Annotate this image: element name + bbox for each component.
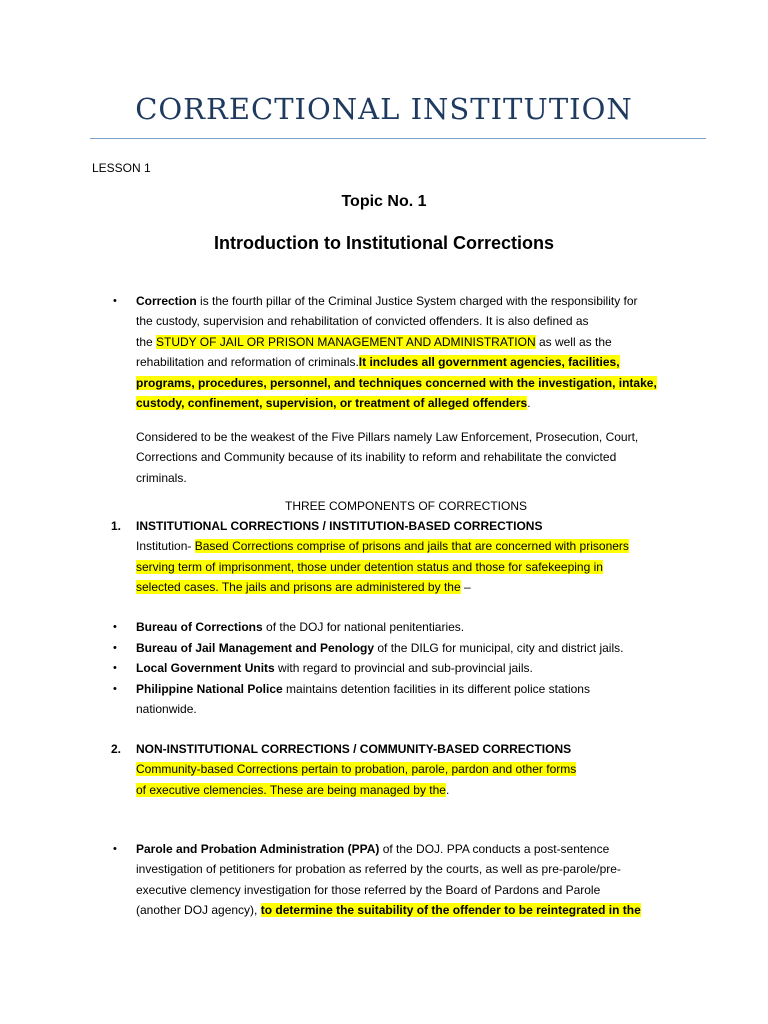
highlight: custody, confinement, supervision, or treatment of alleged offenders bbox=[136, 396, 528, 411]
bullet-icon: • bbox=[113, 295, 117, 307]
components-heading: THREE COMPONENTS OF CORRECTIONS bbox=[284, 499, 527, 513]
weakest-pillar-paragraph: Considered to be the weakest of the Five Pillars namely Law Enforcement, Prosecution, Court, Corrections and Community because of its inability to reform and rehabilitate the convicted criminals. bbox=[136, 430, 639, 485]
correction-paragraph: Correction is the fourth pillar of the Criminal Justice System charged with the responsibility for the custody, supervision and rehabilitation of convicted offenders. It is also defined as the STUDY OF JAIL OR PRISON MANAGEMENT AND ADMINISTRATION as well as the rehabilitation and reformation of criminals.It includes all government agencies, facilities, programs, procedures, personnel, and techniques concerned with the investigation, intake, custody, confinement, supervision, or treatment of alleged offenders. bbox=[136, 294, 657, 411]
correction-term: Correction bbox=[136, 294, 197, 308]
section-heading: NON-INSTITUTIONAL CORRECTIONS / COMMUNITY-BASED CORRECTIONS bbox=[136, 742, 572, 756]
document-title: CORRECTIONAL INSTITUTION bbox=[135, 92, 633, 126]
bullet-icon: • bbox=[113, 642, 117, 654]
bullet-icon: • bbox=[113, 843, 117, 855]
intro-heading: Introduction to Institutional Corrections bbox=[214, 233, 554, 253]
section-heading: INSTITUTIONAL CORRECTIONS / INSTITUTION-BASED CORRECTIONS bbox=[136, 519, 543, 533]
bullet-icon: • bbox=[113, 621, 117, 633]
bullet-icon: • bbox=[113, 662, 117, 674]
highlight: to determine the suitability of the offender to be reintegrated in the bbox=[260, 903, 641, 918]
title-underline bbox=[90, 138, 706, 139]
institutional-section: INSTITUTIONAL CORRECTIONS / INSTITUTION-BASED CORRECTIONS Institution- Based Corrections comprise of prisons and jails that are concerned with prisoners serving term of imprisonment, those under detention status and those for safekeeping in selected cases. The jails and prisons are administered by the – bbox=[136, 519, 629, 595]
highlight: serving term of imprisonment, those under detention status and those for safekeeping in bbox=[136, 559, 603, 574]
highlight: of executive clemencies. These are being managed by the bbox=[136, 782, 446, 797]
ppa-paragraph: Parole and Probation Administration (PPA) of the DOJ. PPA conducts a post-sentence investigation of petitioners for probation as referred by the courts, as well as pre-parole/pre- executive clemency investigation for those referred by the Board of Pardons and Parole (another DOJ agency), to determine the suitability of the offender to be reintegrated in the bbox=[136, 842, 641, 918]
lesson-label: LESSON 1 bbox=[92, 161, 151, 175]
highlight: programs, procedures, personnel, and techniques concerned with the investigation, intake, bbox=[136, 375, 657, 390]
highlight: It includes all government agencies, facilities, bbox=[358, 355, 620, 370]
section-number: 1. bbox=[111, 519, 122, 533]
list-item: Philippine National Police maintains detention facilities in its different police stations nationwide. bbox=[136, 682, 590, 717]
highlight: Based Corrections comprise of prisons and jails that are concerned with prisoners bbox=[194, 539, 629, 554]
section-number: 2. bbox=[111, 742, 122, 756]
list-item: Local Government Units with regard to provincial and sub-provincial jails. bbox=[136, 661, 533, 675]
community-section: NON-INSTITUTIONAL CORRECTIONS / COMMUNITY-BASED CORRECTIONS Community-based Corrections pertain to probation, parole, pardon and other forms of executive clemencies. These are being managed by the. bbox=[136, 742, 577, 797]
bullet-icon: • bbox=[113, 683, 117, 695]
highlight: selected cases. The jails and prisons are administered by the bbox=[136, 580, 461, 595]
highlight: STUDY OF JAIL OR PRISON MANAGEMENT AND ADMINISTRATION bbox=[156, 334, 536, 349]
list-item: Bureau of Corrections of the DOJ for national penitentiaries. bbox=[136, 620, 465, 634]
list-item: Bureau of Jail Management and Penology of the DILG for municipal, city and district jails. bbox=[136, 641, 624, 655]
highlight: Community-based Corrections pertain to probation, parole, pardon and other forms bbox=[136, 762, 577, 777]
topic-heading: Topic No. 1 bbox=[341, 193, 427, 210]
